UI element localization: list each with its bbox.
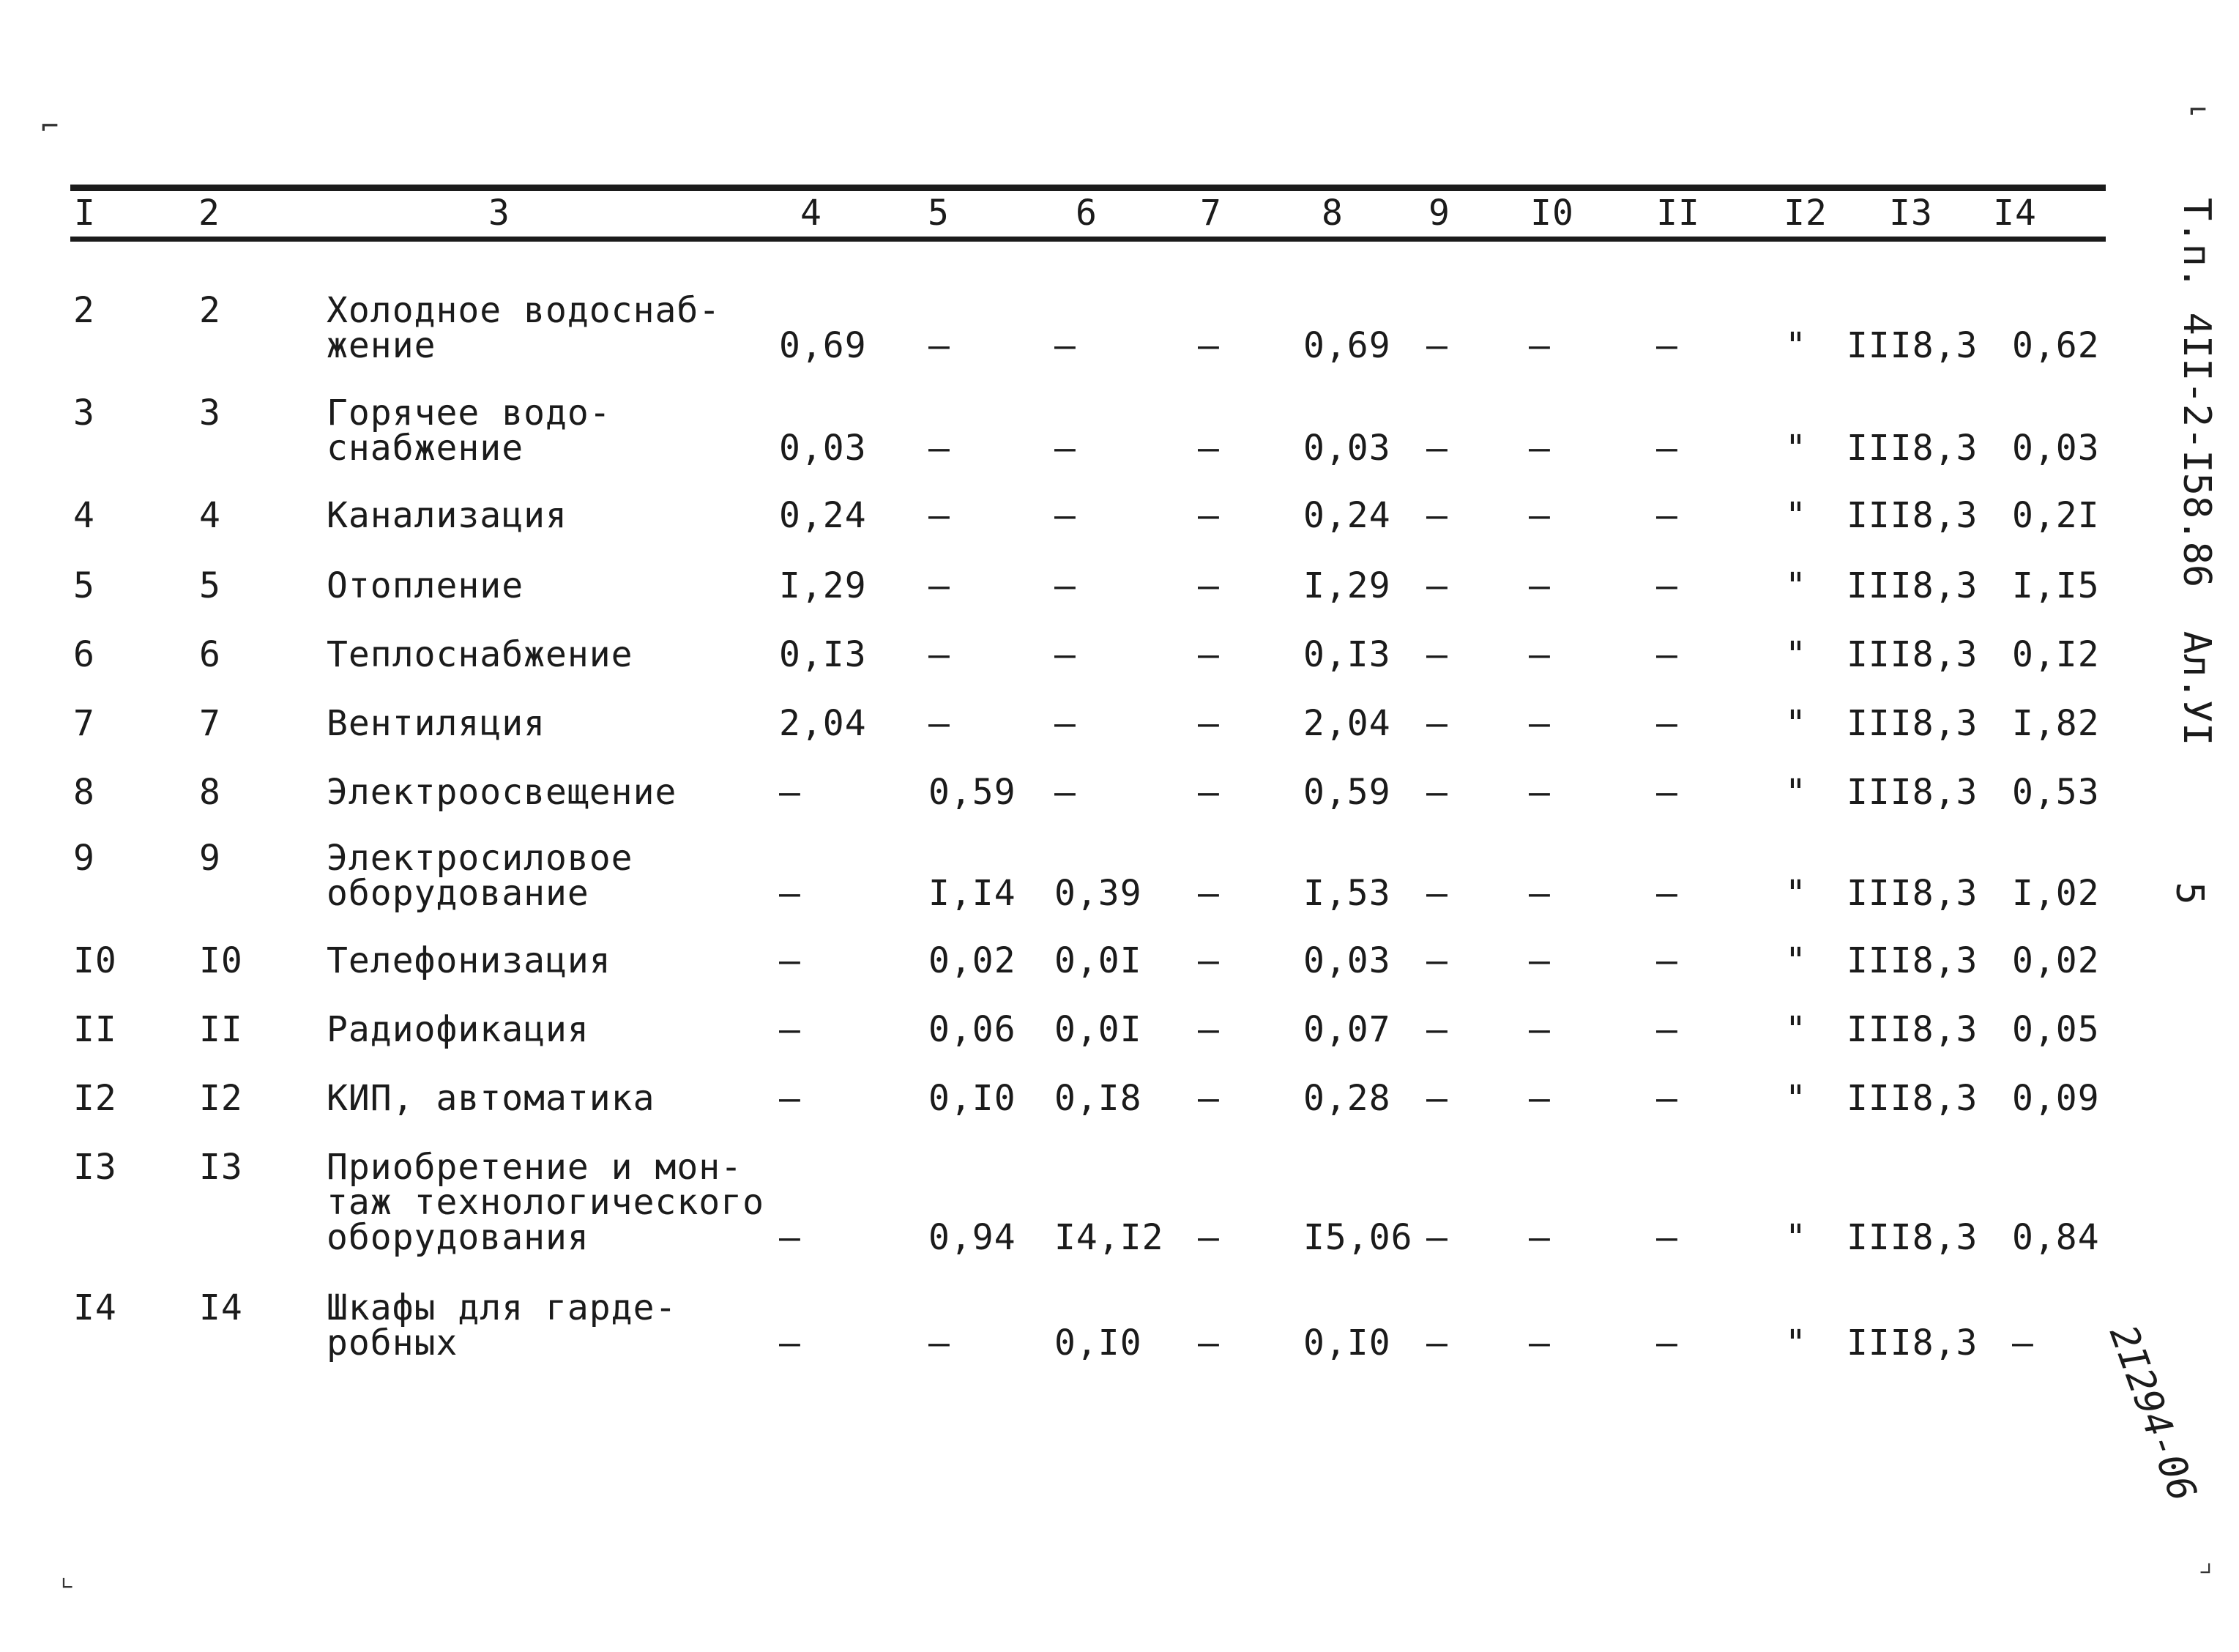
- cell-c14: 0,09: [2012, 1078, 2100, 1119]
- cell-c6: 0,0I: [1054, 1009, 1142, 1050]
- cell-c5: 0,06: [928, 1009, 1016, 1050]
- cell-c10: –: [1529, 1009, 1551, 1050]
- cell-c13: III8,3: [1847, 634, 1978, 675]
- column-header-14: I4: [1993, 193, 2037, 234]
- cell-c13: III8,3: [1847, 1009, 1978, 1050]
- cell-c6: 0,39: [1054, 873, 1142, 914]
- cell-c10: –: [1529, 703, 1551, 744]
- cell-c14: I,I5: [2012, 565, 2100, 606]
- cell-c8: 0,28: [1303, 1078, 1391, 1119]
- cell-c4: –: [779, 1009, 801, 1050]
- row-code: 6: [199, 634, 221, 675]
- corner-mark-bottom-right: ⌟: [2197, 1545, 2215, 1579]
- cell-c7: –: [1198, 772, 1220, 813]
- row-number: 5: [73, 565, 95, 606]
- cell-c11: –: [1656, 325, 1678, 366]
- cell-c6: –: [1054, 634, 1076, 675]
- row-code: 2: [199, 290, 221, 331]
- cell-c12: ": [1785, 325, 1807, 366]
- archive-number: 2I294-06: [2100, 1320, 2205, 1507]
- row-code: 4: [199, 495, 221, 536]
- cell-c11: –: [1656, 703, 1678, 744]
- cell-c4: –: [779, 873, 801, 914]
- cell-c6: 0,0I: [1054, 940, 1142, 981]
- cell-c6: –: [1054, 565, 1076, 606]
- cell-c11: –: [1656, 634, 1678, 675]
- cell-c12: ": [1785, 565, 1807, 606]
- column-header-7: 7: [1200, 193, 1222, 234]
- row-number: 3: [73, 392, 95, 434]
- column-header-5: 5: [928, 193, 950, 234]
- cell-c10: –: [1529, 1078, 1551, 1119]
- row-name: Канализация: [327, 495, 567, 536]
- cell-c10: –: [1529, 1322, 1551, 1363]
- cell-c14: I,82: [2012, 703, 2100, 744]
- cell-c14: 0,84: [2012, 1217, 2100, 1258]
- cell-c14: I,02: [2012, 873, 2100, 914]
- cell-c4: 0,24: [779, 495, 867, 536]
- cell-c4: –: [779, 772, 801, 813]
- cell-c8: 0,69: [1303, 325, 1391, 366]
- cell-c8: 0,59: [1303, 772, 1391, 813]
- corner-mark-bottom-left: ⌞: [59, 1560, 77, 1593]
- cell-c7: –: [1198, 1217, 1220, 1258]
- cell-c4: –: [779, 940, 801, 981]
- cell-c14: 0,02: [2012, 940, 2100, 981]
- cell-c10: –: [1529, 634, 1551, 675]
- album-label: Ал.УI: [2175, 630, 2218, 746]
- cell-c6: I4,I2: [1054, 1217, 1164, 1258]
- column-header-4: 4: [800, 193, 822, 234]
- column-header-3: 3: [488, 193, 510, 234]
- column-header-11: II: [1656, 193, 1700, 234]
- cell-c11: –: [1656, 1078, 1678, 1119]
- cell-c5: –: [928, 703, 950, 744]
- cell-c10: –: [1529, 325, 1551, 366]
- row-code: 7: [199, 703, 221, 744]
- cell-c7: –: [1198, 940, 1220, 981]
- cell-c10: –: [1529, 565, 1551, 606]
- row-code: 8: [199, 772, 221, 813]
- cell-c8: I5,06: [1303, 1217, 1413, 1258]
- cell-c9: –: [1426, 1217, 1448, 1258]
- row-number: 9: [73, 838, 95, 879]
- cell-c6: –: [1054, 703, 1076, 744]
- cell-c7: –: [1198, 428, 1220, 469]
- row-number: I2: [73, 1078, 117, 1119]
- cell-c14: 0,53: [2012, 772, 2100, 813]
- row-name: Телефонизация: [327, 940, 611, 981]
- cell-c4: 0,03: [779, 428, 867, 469]
- cell-c5: –: [928, 1322, 950, 1363]
- cell-c13: III8,3: [1847, 703, 1978, 744]
- row-number: II: [73, 1009, 117, 1050]
- row-name: Холодное водоснаб- жение: [327, 290, 721, 366]
- page-number: 5: [2167, 882, 2211, 905]
- cell-c12: ": [1785, 873, 1807, 914]
- cell-c13: III8,3: [1847, 772, 1978, 813]
- row-code: I4: [199, 1287, 243, 1328]
- cell-c7: –: [1198, 565, 1220, 606]
- row-name: Шкафы для гарде- робных: [327, 1287, 677, 1363]
- cell-c5: 0,59: [928, 772, 1016, 813]
- cell-c10: –: [1529, 495, 1551, 536]
- row-code: 9: [199, 838, 221, 879]
- cell-c4: –: [779, 1078, 801, 1119]
- cell-c7: –: [1198, 325, 1220, 366]
- cell-c13: III8,3: [1847, 495, 1978, 536]
- row-number: 2: [73, 290, 95, 331]
- cell-c10: –: [1529, 1217, 1551, 1258]
- column-header-1: I: [74, 193, 96, 234]
- cell-c8: 0,I3: [1303, 634, 1391, 675]
- cell-c13: III8,3: [1847, 940, 1978, 981]
- cell-c8: 0,I0: [1303, 1322, 1391, 1363]
- row-number: 7: [73, 703, 95, 744]
- cell-c12: ": [1785, 1078, 1807, 1119]
- cell-c11: –: [1656, 495, 1678, 536]
- cell-c12: ": [1785, 772, 1807, 813]
- column-header-8: 8: [1322, 193, 1344, 234]
- cell-c10: –: [1529, 772, 1551, 813]
- cell-c13: III8,3: [1847, 565, 1978, 606]
- cell-c5: 0,I0: [928, 1078, 1016, 1119]
- row-name: Радиофикация: [327, 1009, 589, 1050]
- row-code: 3: [199, 392, 221, 434]
- cell-c14: 0,I2: [2012, 634, 2100, 675]
- row-name: Приобретение и мон- таж технологического оборудования: [327, 1147, 764, 1258]
- row-name: Теплоснабжение: [327, 634, 633, 675]
- row-number: I0: [73, 940, 117, 981]
- cell-c11: –: [1656, 428, 1678, 469]
- cell-c7: –: [1198, 634, 1220, 675]
- row-name: КИП, автоматика: [327, 1078, 655, 1119]
- cell-c13: III8,3: [1847, 428, 1978, 469]
- cell-c9: –: [1426, 1322, 1448, 1363]
- cell-c9: –: [1426, 1009, 1448, 1050]
- cell-c4: 2,04: [779, 703, 867, 744]
- cell-c9: –: [1426, 495, 1448, 536]
- cell-c8: I,29: [1303, 565, 1391, 606]
- cell-c11: –: [1656, 873, 1678, 914]
- corner-mark-top-left: ⌐: [41, 110, 59, 144]
- cell-c11: –: [1656, 1322, 1678, 1363]
- cell-c4: –: [779, 1322, 801, 1363]
- cell-c7: –: [1198, 1078, 1220, 1119]
- cell-c5: 0,94: [928, 1217, 1016, 1258]
- cell-c4: 0,69: [779, 325, 867, 366]
- column-header-6: 6: [1076, 193, 1098, 234]
- cell-c6: 0,I0: [1054, 1322, 1142, 1363]
- cell-c12: ": [1785, 1009, 1807, 1050]
- cell-c8: 0,07: [1303, 1009, 1391, 1050]
- column-header-2: 2: [198, 193, 220, 234]
- row-number: 4: [73, 495, 95, 536]
- cell-c11: –: [1656, 940, 1678, 981]
- cell-c14: 0,2I: [2012, 495, 2100, 536]
- cell-c10: –: [1529, 940, 1551, 981]
- cell-c14: –: [2012, 1322, 2034, 1363]
- cell-c6: –: [1054, 772, 1076, 813]
- row-name: Горячее водо- снабжение: [327, 392, 611, 469]
- cell-c7: –: [1198, 703, 1220, 744]
- cell-c9: –: [1426, 940, 1448, 981]
- cell-c11: –: [1656, 565, 1678, 606]
- cell-c9: –: [1426, 428, 1448, 469]
- cell-c9: –: [1426, 565, 1448, 606]
- cell-c5: –: [928, 325, 950, 366]
- cell-c5: I,I4: [928, 873, 1016, 914]
- row-number: I3: [73, 1147, 117, 1188]
- cell-c5: –: [928, 428, 950, 469]
- cell-c5: –: [928, 634, 950, 675]
- column-header-13: I3: [1889, 193, 1933, 234]
- cell-c8: 0,03: [1303, 940, 1391, 981]
- cell-c7: –: [1198, 495, 1220, 536]
- cell-c10: –: [1529, 428, 1551, 469]
- cell-c8: 0,24: [1303, 495, 1391, 536]
- cell-c13: III8,3: [1847, 325, 1978, 366]
- cell-c14: 0,05: [2012, 1009, 2100, 1050]
- table-top-rule: [70, 185, 2106, 191]
- cell-c12: ": [1785, 703, 1807, 744]
- row-code: I3: [199, 1147, 243, 1188]
- row-name: Электроосвещение: [327, 772, 677, 813]
- cell-c12: ": [1785, 634, 1807, 675]
- cell-c12: ": [1785, 495, 1807, 536]
- cell-c9: –: [1426, 634, 1448, 675]
- row-code: I2: [199, 1078, 243, 1119]
- cell-c5: 0,02: [928, 940, 1016, 981]
- corner-mark-top-right: ⌐: [2189, 94, 2208, 127]
- cell-c6: –: [1054, 325, 1076, 366]
- cell-c12: ": [1785, 428, 1807, 469]
- cell-c5: –: [928, 495, 950, 536]
- cell-c11: –: [1656, 1217, 1678, 1258]
- column-header-10: I0: [1530, 193, 1574, 234]
- cell-c12: ": [1785, 1322, 1807, 1363]
- row-code: I0: [199, 940, 243, 981]
- cell-c11: –: [1656, 1009, 1678, 1050]
- column-header-12: I2: [1784, 193, 1828, 234]
- cell-c12: ": [1785, 940, 1807, 981]
- cell-c13: III8,3: [1847, 873, 1978, 914]
- row-name: Вентиляция: [327, 703, 545, 744]
- cell-c13: III8,3: [1847, 1322, 1978, 1363]
- cell-c9: –: [1426, 325, 1448, 366]
- table-header-rule: [70, 237, 2106, 242]
- row-code: II: [199, 1009, 243, 1050]
- cell-c14: 0,62: [2012, 325, 2100, 366]
- cell-c9: –: [1426, 1078, 1448, 1119]
- cell-c4: –: [779, 1217, 801, 1258]
- cell-c6: –: [1054, 495, 1076, 536]
- project-code: Т.п. 4II-2-I58.86: [2175, 198, 2218, 588]
- cell-c6: 0,I8: [1054, 1078, 1142, 1119]
- cell-c9: –: [1426, 703, 1448, 744]
- cell-c6: –: [1054, 428, 1076, 469]
- row-number: 6: [73, 634, 95, 675]
- cell-c9: –: [1426, 873, 1448, 914]
- cell-c7: –: [1198, 1322, 1220, 1363]
- cell-c12: ": [1785, 1217, 1807, 1258]
- cell-c4: I,29: [779, 565, 867, 606]
- cell-c4: 0,I3: [779, 634, 867, 675]
- row-name: Электросиловое оборудование: [327, 838, 633, 914]
- cell-c7: –: [1198, 873, 1220, 914]
- row-code: 5: [199, 565, 221, 606]
- cell-c9: –: [1426, 772, 1448, 813]
- row-number: 8: [73, 772, 95, 813]
- cell-c8: 0,03: [1303, 428, 1391, 469]
- cell-c5: –: [928, 565, 950, 606]
- row-name: Отопление: [327, 565, 524, 606]
- cell-c13: III8,3: [1847, 1078, 1978, 1119]
- cell-c8: I,53: [1303, 873, 1391, 914]
- cell-c14: 0,03: [2012, 428, 2100, 469]
- column-header-9: 9: [1428, 193, 1450, 234]
- cell-c11: –: [1656, 772, 1678, 813]
- row-number: I4: [73, 1287, 117, 1328]
- cell-c7: –: [1198, 1009, 1220, 1050]
- cell-c8: 2,04: [1303, 703, 1391, 744]
- cell-c10: –: [1529, 873, 1551, 914]
- cell-c13: III8,3: [1847, 1217, 1978, 1258]
